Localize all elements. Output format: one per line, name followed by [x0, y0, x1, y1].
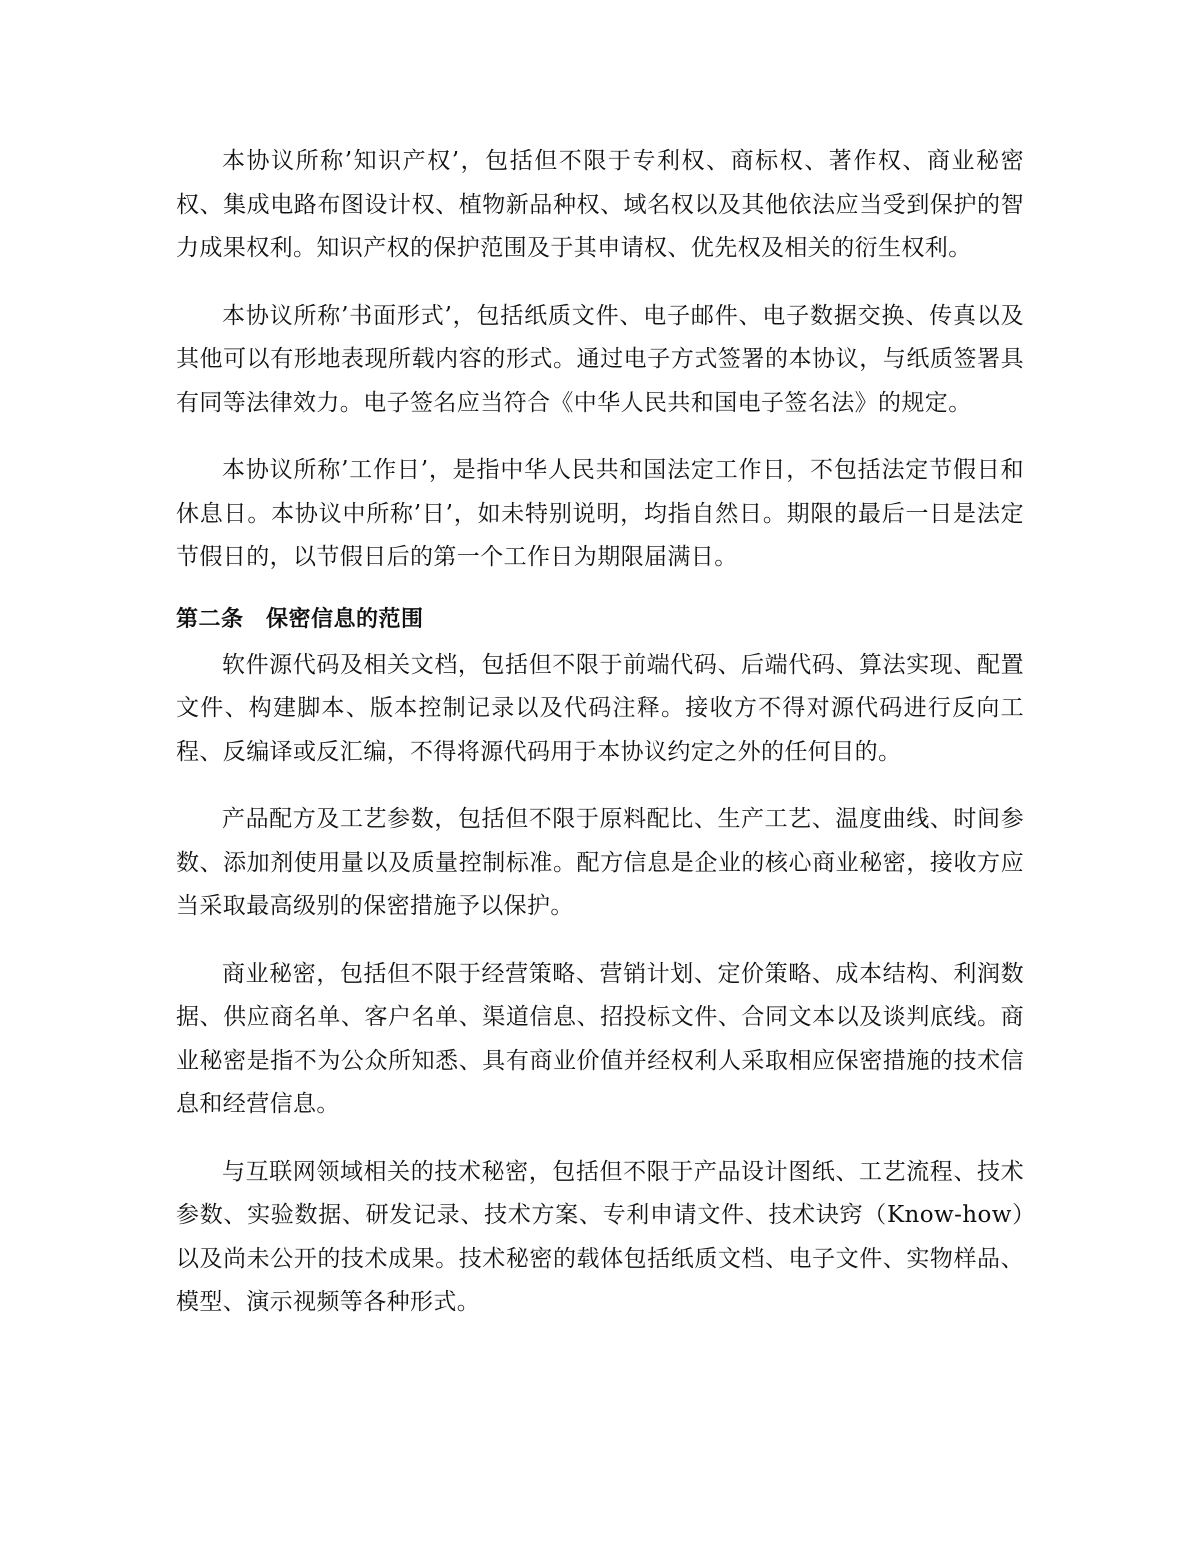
definition-working-day: 本协议所称’工作日’，是指中华人民共和国法定工作日，不包括法定节假日和休息日。本协议中所称’日’，如未特别说明，均指自然日。期限的最后一日是法定节假日的，以节假日后的第一个工作日为期限届满日。 — [176, 457, 1024, 570]
scope-source-code: 软件源代码及相关文档，包括但不限于前端代码、后端代码、算法实现、配置文件、构建脚本、版本控制记录以及代码注释。接收方不得对源代码进行反向工程、反编译或反汇编，不得将源代码用于本协议约定之外的任何目的。 — [176, 651, 1024, 765]
definition-written-form: 本协议所称’书面形式’，包括纸质文件、电子邮件、电子数据交换、传真以及其他可以有形地表现所载内容的形式。通过电子方式签署的本协议，与纸质签署具有同等法律效力。电子签名应当符合《中华人民共和国电子签名法》的规定。 — [176, 302, 1024, 416]
document-page — [176, 140, 1024, 1325]
scope-business-secrets: 商业秘密，包括但不限于经营策略、营销计划、定价策略、成本结构、利润数据、供应商名单、客户名单、渠道信息、招投标文件、合同文本以及谈判底线。商业秘密是指不为公众所知悉、具有商业价值并经权利人采取相应保密措施的技术信息和经营信息。 — [176, 960, 1024, 1117]
scope-technical-secrets: 与互联网领域相关的技术秘密，包括但不限于产品设计图纸、工艺流程、技术参数、实验数据、研发记录、技术方案、专利申请文件、技术诀窍（Know-how）以及尚未公开的技术成果。技术秘密的载体包括纸质文档、电子文件、实物样品、模型、演示视频等各种形式。 — [176, 1158, 1024, 1315]
section-heading-article-2: 第二条 保密信息的范围 — [176, 606, 424, 632]
scope-product-formula: 产品配方及工艺参数，包括但不限于原料配比、生产工艺、温度曲线、时间参数、添加剂使用量以及质量控制标准。配方信息是企业的核心商业秘密，接收方应当采取最高级别的保密措施予以保护。 — [176, 806, 1024, 919]
definition-intellectual-property: 本协议所称’知识产权’，包括但不限于专利权、商标权、著作权、商业秘密权、集成电路布图设计权、植物新品种权、域名权以及其他依法应当受到保护的智力成果权利。知识产权的保护范围及于其申请权、优先权及相关的衍生权利。 — [176, 148, 1024, 261]
